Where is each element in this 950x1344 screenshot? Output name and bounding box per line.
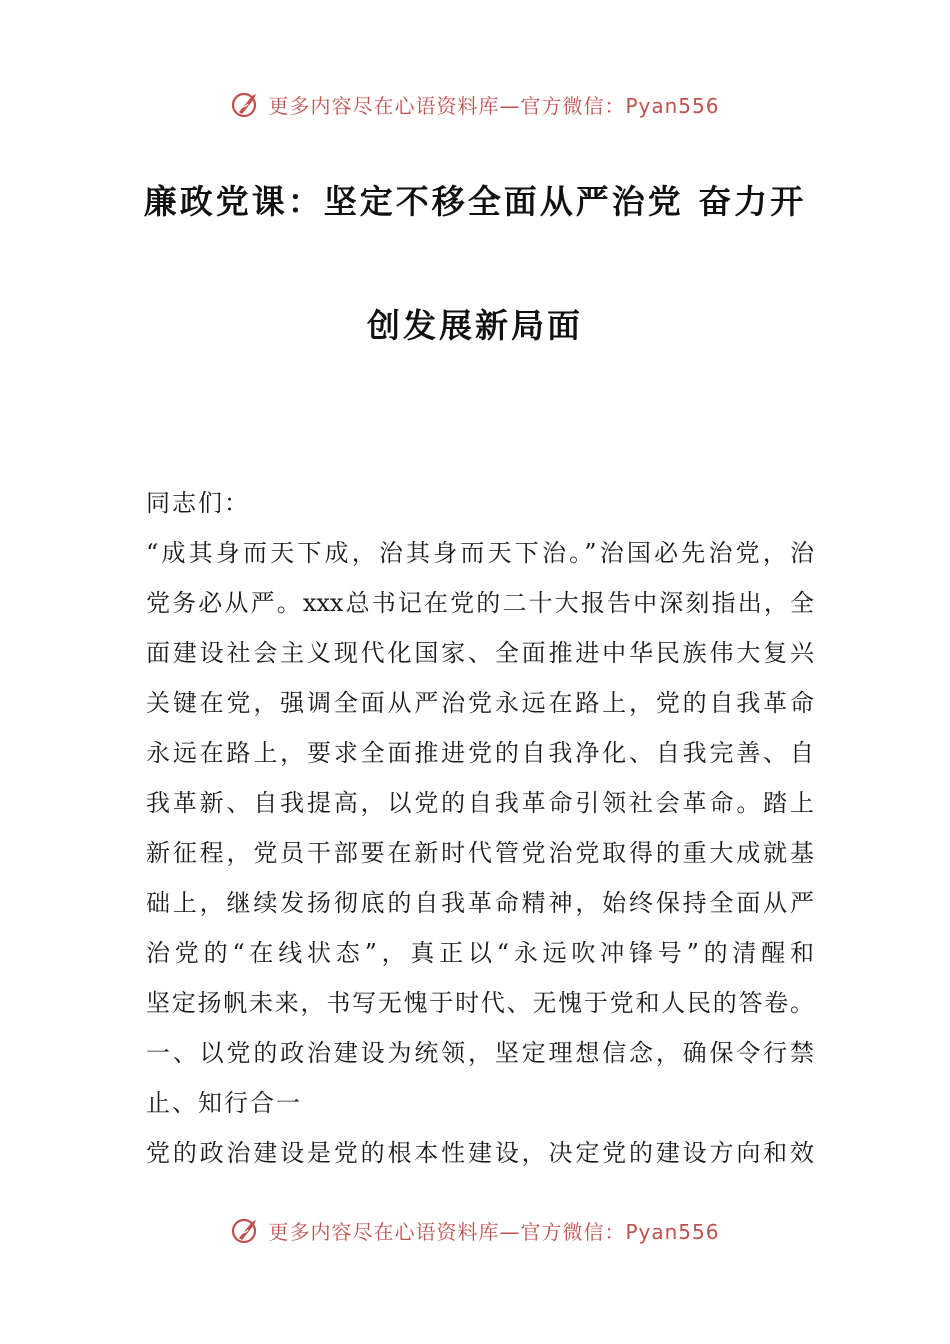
- body-line: 永远在路上，要求全面推进党的自我净化、自我完善、自: [146, 739, 814, 767]
- body-line: 党务必从严。xxx总书记在党的二十大报告中深刻指出，全: [146, 589, 814, 617]
- header-watermark: [0, 84, 950, 124]
- pen-logo-icon: [230, 1214, 262, 1246]
- body-line: 关键在党，强调全面从严治党永远在路上，党的自我革命: [146, 689, 814, 717]
- body-line: 新征程，党员干部要在新时代管党治党取得的重大成就基: [146, 839, 814, 867]
- section-heading-line: 止、知行合一: [146, 1089, 302, 1117]
- footer-watermark: [0, 1210, 950, 1250]
- body-line: 党的政治建设是党的根本性建设，决定党的建设方向和效: [146, 1139, 814, 1167]
- pen-logo-icon: [230, 88, 262, 120]
- document-title-line-1: 廉政党课：坚定不移全面从严治党 奋力开: [143, 182, 807, 221]
- document-title-line-2: 创发展新局面: [367, 306, 583, 345]
- section-heading-line: 一、以党的政治建设为统领，坚定理想信念，确保令行禁: [146, 1039, 814, 1067]
- watermark-text: 更多内容尽在心语资料库—官方微信：Pyan556: [268, 1219, 720, 1244]
- document-body: [146, 478, 814, 1178]
- body-line: 面建设社会主义现代化国家、全面推进中华民族伟大复兴: [146, 639, 814, 667]
- body-line: “成其身而天下成，治其身而天下治。”治国必先治党，治: [146, 539, 814, 567]
- body-line: 坚定扬帆未来，书写无愧于时代、无愧于党和人民的答卷。: [146, 989, 814, 1017]
- watermark-text: 更多内容尽在心语资料库—官方微信：Pyan556: [268, 93, 720, 118]
- salutation: 同志们：: [146, 489, 250, 517]
- body-line: 础上，继续发扬彻底的自我革命精神，始终保持全面从严: [146, 889, 814, 917]
- body-line: 治党的“在线状态”，真正以“永远吹冲锋号”的清醒和: [146, 939, 814, 967]
- body-line: 我革新、自我提高，以党的自我革命引领社会革命。踏上: [146, 789, 814, 817]
